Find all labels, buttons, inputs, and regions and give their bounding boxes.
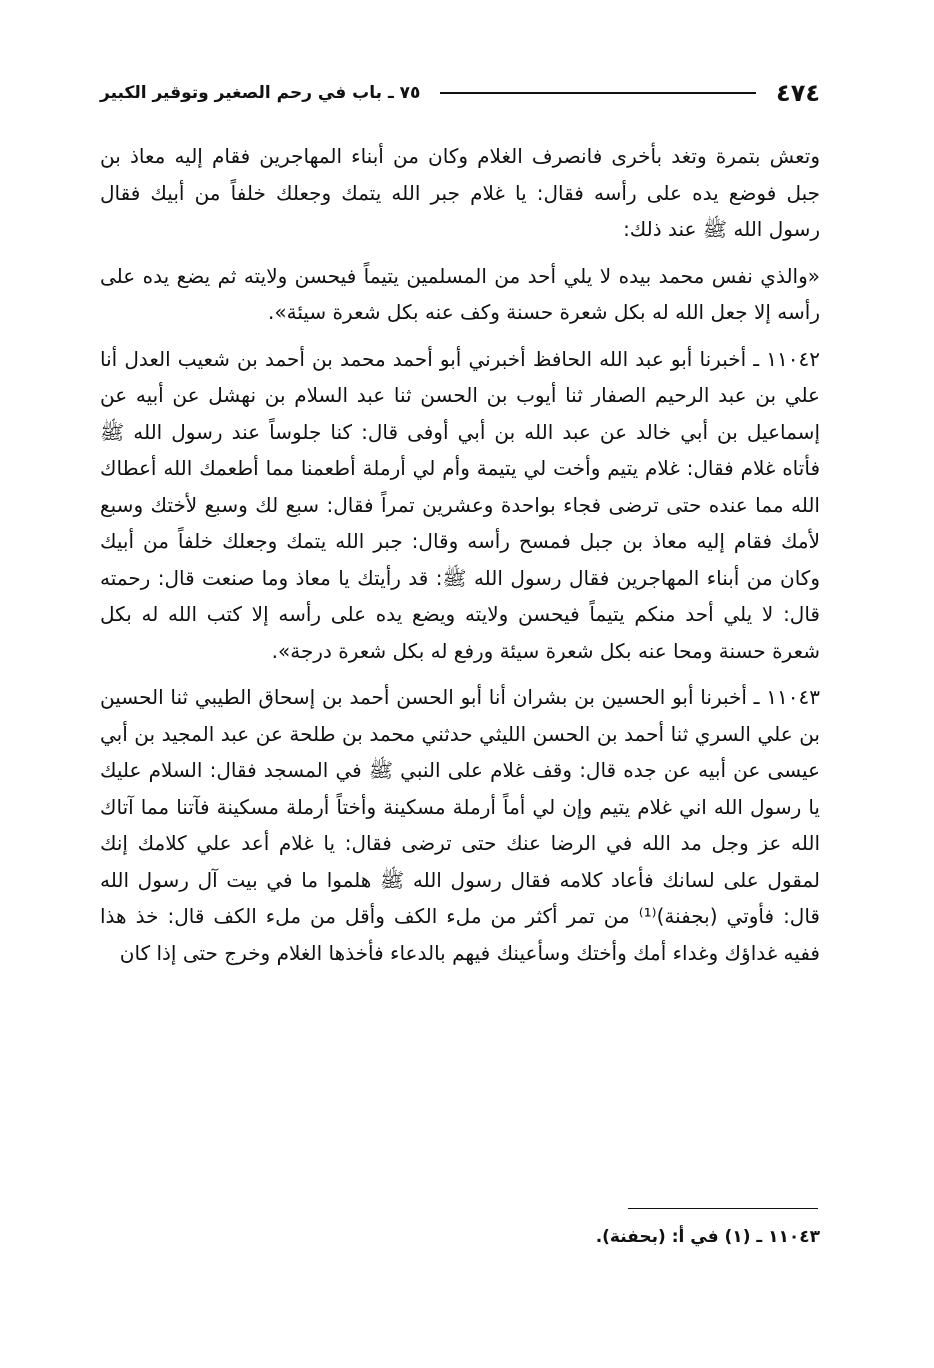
paragraph-hadith-11042: ١١٠٤٢ ـ أخبرنا أبو عبد الله الحافظ أخبرني أبو أحمد محمد بن أحمد بن شعيب العدل أنا علي بن عبد الرحيم الصفار ثنا أيوب بن الحسن ثنا عبد السلام بن نهشل عن أبيه عن إسماعيل بن أبي خالد عن عبد الله بن أبي أوفى قال: كنا جلوساً عند رسول الله ﷺ فأتاه غلام فقال: غلام يتيم وأخت لي يتيمة وأم لي أرملة أطعمنا مما أطعمك الله أعطاك الله مما عنده حتى ترضى فجاء بواحدة وعشرين تمراً فقال: سبع لك وسبع لأختك وسبع لأمك فقام إليه معاذ بن جبل فمسح رأسه وقال: جبر الله يتمك وجعلك خلفاً من أبيك وكان من أبناء المهاجرين فقال رسول الله ﷺ: قد رأيتك يا معاذ وما صنعت قال: رحمته قال: لا يلي أحد منكم يتيماً فيحسن ولايته ويضع يده على رأسه إلا كتب الله له بكل شعرة حسنة ومحا عنه بكل شعرة سيئة ورفع له بكل شعرة درجة». bbox=[100, 346, 820, 663]
footnote: ١١٠٤٣ ـ (١) في أ: (بحفنة). bbox=[595, 1227, 820, 1247]
chapter-title: ٧٥ ـ باب في رحم الصغير وتوقير الكبير bbox=[100, 83, 421, 103]
main-text bbox=[100, 138, 820, 971]
page-header bbox=[100, 76, 820, 110]
paragraph-hadith-quote: «والذي نفس محمد بيده لا يلي أحد من المسلمين يتيماً فيحسن ولايته ثم يضع يده على رأسه إلا جعل الله له بكل شعرة حسنة وكف عنه بكل شعرة سيئة». bbox=[100, 263, 820, 324]
paragraph-hadith-11043: ١١٠٤٣ ـ أخبرنا أبو الحسين بن بشران أنا أبو الحسن أحمد بن إسحاق الطيبي ثنا الحسين بن علي السري ثنا أحمد بن الحسن الليثي حدثني محمد بن طلحة عن عبد المجيد بن أبي عيسى عن أبيه عن جده قال: وقف غلام على النبي ﷺ في المسجد فقال: السلام عليك يا رسول الله اني غلام يتيم وإن لي أماً أرملة مسكينة وأختاً أرملة مسكينة فآتنا مما آتاك الله عز وجل مد الله في الرضا عنك حتى ترضى فقال: يا غلام أعد علي كلامك إنك لمقول على لسانك فأعاد كلامه فقال رسول الله ﷺ هلموا ما في بيت آل رسول الله قال: فأوتي (بجفنة)⁽¹⁾ من تمر أكثر من ملء الكف وأقل من ملء الكف قال: خذ هذا ففيه غداؤك وغداء أمك وأختك وسأعينك فيهم بالدعاء فأخذها الغلام وخرج حتى إذا كان bbox=[100, 685, 820, 965]
header-rule bbox=[440, 92, 756, 94]
footnote-rule bbox=[628, 1208, 818, 1209]
page-number: ٤٧٤ bbox=[776, 79, 820, 107]
paragraph-continuation: وتعش بتمرة وتغد بأخرى فانصرف الغلام وكان من أبناء المهاجرين فقام إليه معاذ بن جبل فوضع يده على رأسه فقال: يا غلام جبر الله يتمك وجعلك خلفاً من أبيك فقال رسول الله ﷺ عند ذلك: bbox=[100, 144, 820, 241]
